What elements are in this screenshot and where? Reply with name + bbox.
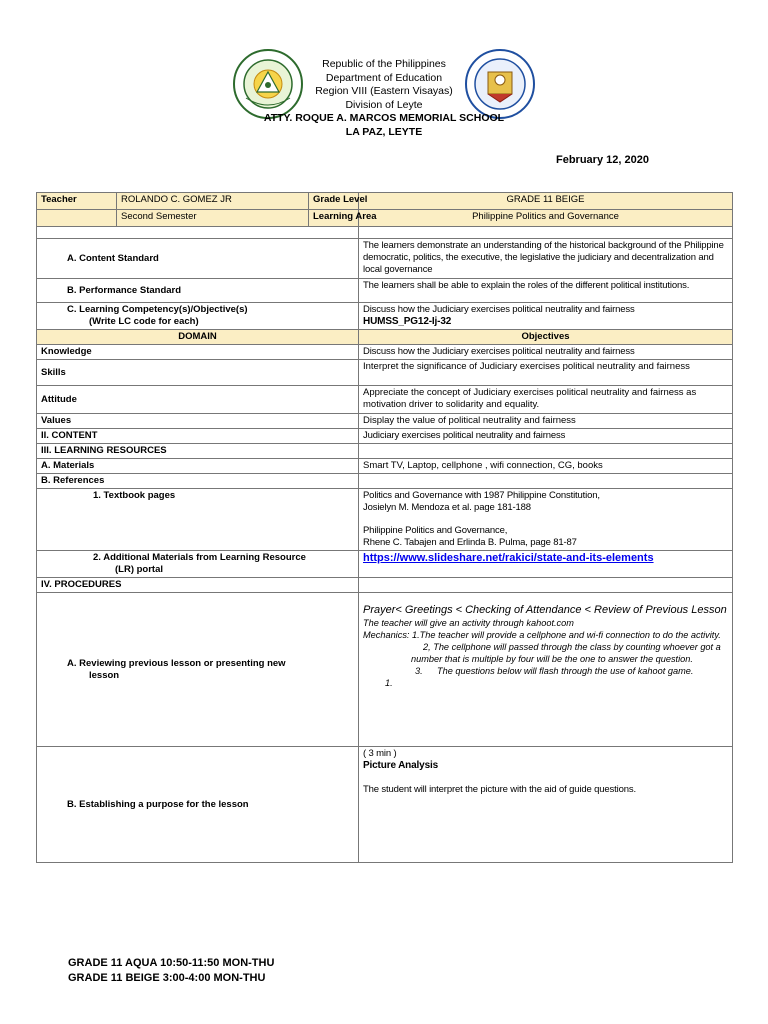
content-standard-row xyxy=(37,239,733,279)
content-label: II. CONTENT xyxy=(37,429,359,444)
teacher-value: ROLANDO C. GOMEZ JR xyxy=(117,193,309,210)
domain-row-skills xyxy=(37,360,733,386)
competency-row xyxy=(37,303,733,330)
references-row xyxy=(37,474,733,489)
learning-area-label: Learning Area xyxy=(309,210,359,227)
additional-materials-value xyxy=(359,551,733,578)
procedure-a-row xyxy=(37,593,733,747)
procedure-a-mech2: 2, The cellphone will passed through the class by counting whoever got a number that is multiple by four will be the one to answer the question. xyxy=(411,642,721,664)
content-row xyxy=(37,429,733,444)
procedure-b-value xyxy=(359,747,733,863)
domain-label: Attitude xyxy=(37,386,359,414)
additional-materials-label: 2. Additional Materials from Learning Resource (LR) portal xyxy=(37,551,359,578)
procedure-a-label: A. Reviewing previous lesson or presenting new lesson xyxy=(37,593,359,747)
domain-row-values xyxy=(37,414,733,429)
resources-label: III. LEARNING RESOURCES xyxy=(37,444,359,459)
lesson-date: February 12, 2020 xyxy=(556,154,649,166)
grade-level-label: Grade Level xyxy=(309,193,359,210)
domain-value: Appreciate the concept of Judiciary exercises political neutrality and fairness as motivation driver to solidarity and equality. xyxy=(359,386,733,414)
performance-standard-value: The learners shall be able to explain the roles of the different political institutions. xyxy=(359,279,733,303)
content-value: Judiciary exercises political neutrality and fairness xyxy=(359,429,733,444)
procedure-a-mech4: 1. xyxy=(385,678,393,688)
domain-header: DOMAIN xyxy=(37,330,359,345)
procedure-b-title: Picture Analysis xyxy=(363,760,439,771)
objectives-header: Objectives xyxy=(359,330,733,345)
domain-value: Display the value of political neutrality and fairness xyxy=(359,414,733,429)
school-name: ATTY. ROQUE A. MARCOS MEMORIAL SCHOOL xyxy=(263,112,505,124)
division-text: Division of Leyte xyxy=(345,98,423,111)
content-standard-label: A. Content Standard xyxy=(37,239,359,279)
materials-value: Smart TV, Laptop, cellphone , wifi connection, CG, books xyxy=(359,459,733,474)
procedure-b-time: ( 3 min ) xyxy=(363,748,397,759)
performance-standard-label: B. Performance Standard xyxy=(37,279,359,303)
schedule-aqua: GRADE 11 AQUA 10:50-11:50 MON-THU xyxy=(68,957,275,969)
procedures-row xyxy=(37,578,733,593)
competency-label: C. Learning Competency(s)/Objective(s) (Write LC code for each) xyxy=(37,303,359,330)
school-header xyxy=(254,58,514,139)
resources-row xyxy=(37,444,733,459)
empty-cell xyxy=(359,227,733,239)
procedure-a-activity: The teacher will give an activity through kahoot.com xyxy=(363,618,574,628)
domain-row-attitude xyxy=(37,386,733,414)
empty-cell xyxy=(37,210,117,227)
content-standard-value: The learners demonstrate an understanding of the historical background of the Philippine democratic, politics, the executive, the legislative the judiciary and decentralization and local governance xyxy=(359,239,733,279)
performance-standard-row xyxy=(37,279,733,303)
republic-text: Republic of the Philippines xyxy=(322,58,446,70)
region-text: Region VIII (Eastern Visayas) xyxy=(315,85,453,97)
department-text: Department of Education xyxy=(325,71,443,84)
procedure-b-desc: The student will interpret the picture with the aid of guide questions. xyxy=(363,784,636,795)
domain-label: Values xyxy=(37,414,359,429)
procedure-b-label: B. Establishing a purpose for the lesson xyxy=(37,747,359,863)
empty-cell xyxy=(359,578,733,593)
materials-label: A. Materials xyxy=(37,459,359,474)
domain-header-row xyxy=(37,330,733,345)
textbook-value: Politics and Governance with 1987 Philippine Constitution, Josielyn M. Mendoza et al. page 181-188 Philippine Politics and Governance, Rhene C. Tabajen and Erlinda B. Pulma, page 81-87 xyxy=(359,489,733,551)
domain-row-knowledge xyxy=(37,345,733,360)
empty-cell xyxy=(359,474,733,489)
materials-row xyxy=(37,459,733,474)
domain-value: Interpret the significance of Judiciary exercises political neutrality and fairness xyxy=(359,360,733,386)
procedure-a-prayer: Prayer< Greetings < Checking of Attendance < Review of Previous Lesson xyxy=(363,604,727,616)
info-row-teacher xyxy=(37,193,733,210)
procedure-a-value xyxy=(359,593,733,747)
slideshare-link[interactable]: https://www.slideshare.net/rakici/state-and-its-elements xyxy=(363,552,654,564)
references-label: B. References xyxy=(37,474,359,489)
procedure-a-mech3: 3. The questions below will flash through the use of kahoot game. xyxy=(415,666,694,676)
empty-cell xyxy=(37,227,359,239)
procedures-label: IV. PROCEDURES xyxy=(37,578,359,593)
domain-label: Knowledge xyxy=(37,345,359,360)
domain-value: Discuss how the Judiciary exercises political neutrality and fairness xyxy=(359,345,733,360)
spacer-row xyxy=(37,227,733,239)
teacher-label: Teacher xyxy=(37,193,117,210)
schedule-footer xyxy=(68,956,274,986)
grade-level-value: GRADE 11 BEIGE xyxy=(359,193,733,210)
textbook-label: 1. Textbook pages xyxy=(37,489,359,551)
procedure-b-row xyxy=(37,747,733,863)
learning-area-value: Philippine Politics and Governance xyxy=(359,210,733,227)
school-location: LA PAZ, LEYTE xyxy=(345,125,423,138)
empty-cell xyxy=(359,444,733,459)
domain-label: Skills xyxy=(37,360,359,386)
additional-materials-row xyxy=(37,551,733,578)
textbook-row xyxy=(37,489,733,551)
procedure-a-mech1: Mechanics: 1.The teacher will provide a cellphone and wi-fi connection to do the activity. xyxy=(363,630,721,640)
competency-code: HUMSS_PG12-Ij-32 xyxy=(363,316,452,327)
lesson-plan-table xyxy=(36,192,733,863)
schedule-beige: GRADE 11 BEIGE 3:00-4:00 MON-THU xyxy=(68,972,266,984)
info-row-semester xyxy=(37,210,733,227)
semester-value: Second Semester xyxy=(117,210,309,227)
competency-value: Discuss how the Judiciary exercises political neutrality and fairness HUMSS_PG12-Ij-32 xyxy=(359,303,733,330)
